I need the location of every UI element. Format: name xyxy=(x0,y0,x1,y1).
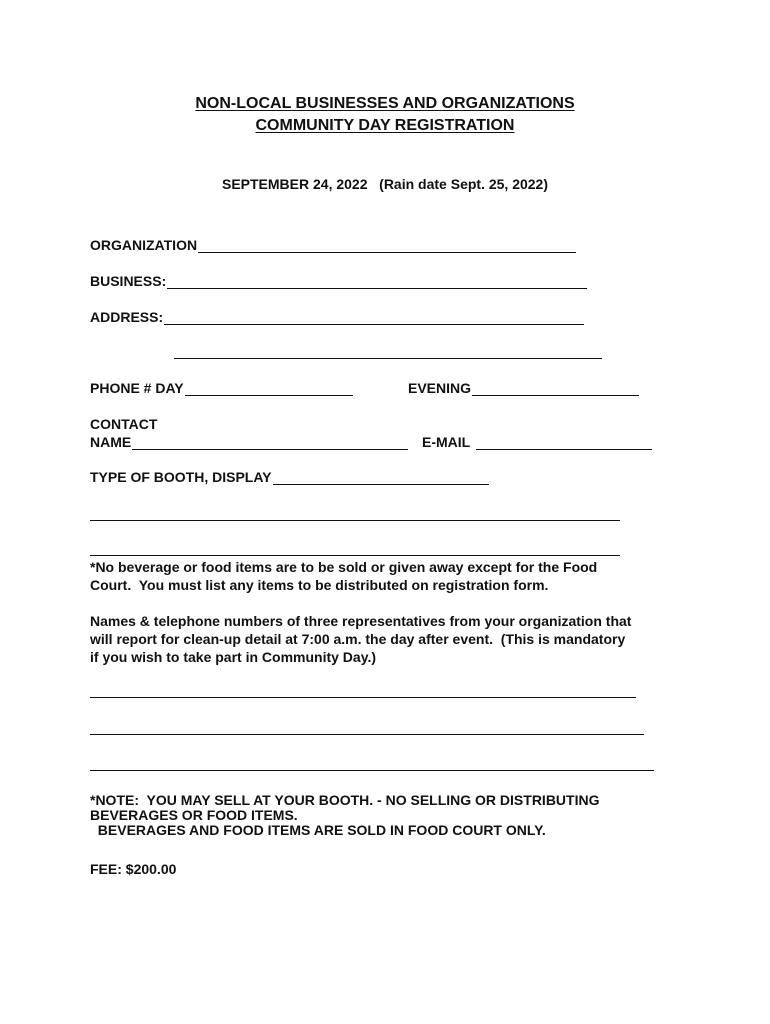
booth-type-field[interactable] xyxy=(90,469,489,485)
address-field[interactable] xyxy=(90,309,584,325)
name-label: NAME xyxy=(90,434,132,450)
booth-type-blank[interactable] xyxy=(273,470,489,485)
representative-blank-2[interactable] xyxy=(90,734,644,735)
address-label: ADDRESS: xyxy=(90,309,164,325)
contact-name-field[interactable] xyxy=(90,434,408,450)
selling-note-line1: *NOTE: YOU MAY SELL AT YOUR BOOTH. - NO SELLING OR DISTRIBUTING xyxy=(90,792,600,808)
form-title-line2: COMMUNITY DAY REGISTRATION xyxy=(255,117,515,134)
beverage-note xyxy=(90,558,690,594)
booth-description-blank-2[interactable] xyxy=(90,555,620,556)
beverage-note-line2: Court. You must list any items to be distributed on registration form. xyxy=(90,577,549,593)
address-blank[interactable] xyxy=(164,310,584,325)
phone-day-blank[interactable] xyxy=(185,381,353,396)
business-blank[interactable] xyxy=(167,274,587,289)
organization-label: ORGANIZATION xyxy=(90,237,198,253)
event-date: SEPTEMBER 24, 2022 (Rain date Sept. 25, 2022) xyxy=(221,176,549,192)
phone-day-label: PHONE # DAY xyxy=(90,380,184,396)
beverage-note-line1: *No beverage or food items are to be sold or given away except for the Food xyxy=(90,559,598,575)
representatives-note-line1: Names & telephone numbers of three representatives from your organization that xyxy=(90,613,632,629)
booth-description-blank-1[interactable] xyxy=(90,520,620,521)
evening-field[interactable] xyxy=(408,380,639,396)
form-title-line1: NON-LOCAL BUSINESSES AND ORGANIZATIONS xyxy=(195,95,575,112)
representatives-note-line2: will report for clean-up detail at 7:00 a.m. the day after event. (This is mandatory xyxy=(90,631,626,647)
representatives-note-line3: if you wish to take part in Community Day.) xyxy=(90,649,376,665)
booth-type-label: TYPE OF BOOTH, DISPLAY xyxy=(90,469,272,485)
selling-note xyxy=(90,791,730,839)
contact-name-blank[interactable] xyxy=(132,435,408,450)
evening-label: EVENING xyxy=(408,380,472,396)
organization-blank[interactable] xyxy=(198,238,576,253)
business-label: BUSINESS: xyxy=(90,273,167,289)
representatives-note xyxy=(90,612,690,666)
address-line2-blank[interactable] xyxy=(174,358,602,359)
phone-day-field[interactable] xyxy=(90,380,353,396)
representative-blank-1[interactable] xyxy=(90,697,636,698)
evening-blank[interactable] xyxy=(472,381,639,396)
email-blank[interactable] xyxy=(476,435,652,450)
organization-field[interactable] xyxy=(90,237,576,253)
contact-label: CONTACT xyxy=(90,416,158,432)
email-field[interactable] xyxy=(422,434,652,450)
business-field[interactable] xyxy=(90,273,587,289)
email-label: E-MAIL xyxy=(422,434,471,450)
selling-note-line2: BEVERAGES OR FOOD ITEMS. xyxy=(90,807,298,823)
selling-note-line3: BEVERAGES AND FOOD ITEMS ARE SOLD IN FOOD COURT ONLY. xyxy=(90,822,546,838)
representative-blank-3[interactable] xyxy=(90,770,654,771)
fee-amount: FEE: $200.00 xyxy=(90,861,177,877)
